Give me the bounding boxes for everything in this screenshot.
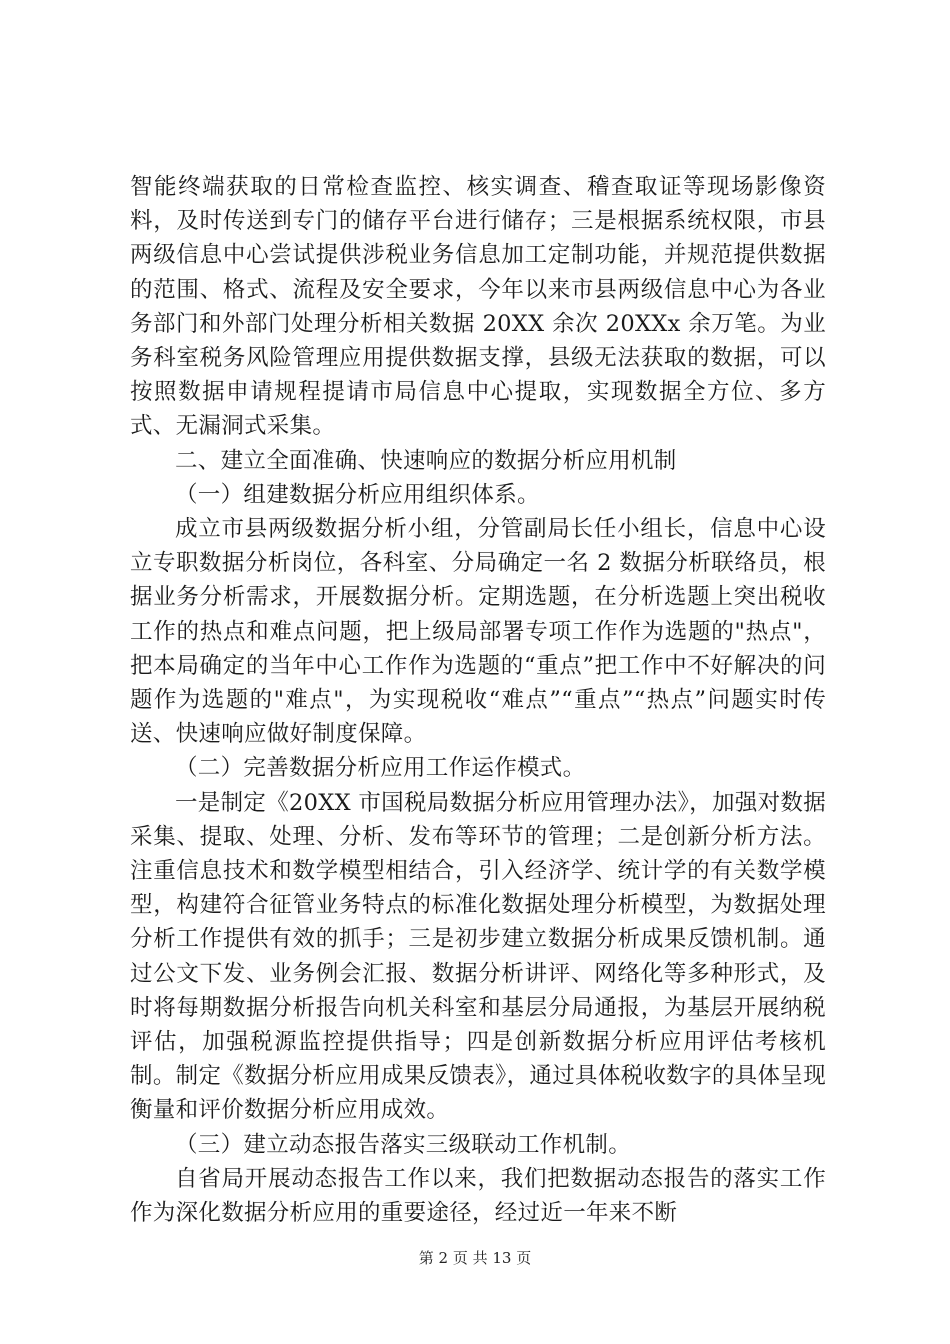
document-body (130, 170, 826, 1230)
subheading-2: （二）完善数据分析应用工作运作模式。 (175, 755, 586, 782)
paragraph-operation-mode: 一是制定《20XX 市国税局数据分析应用管理办法》，加强对数据采集、提取、处理、分析、发布等环节的管理；二是创新分析方法。注重信息技术和数学模型相结合，引入经济学、统计学的有关数学模型，构建符合征管业务特点的标准化数据处理分析模型，为数据处理分析工作提供有效的抓手；三是初步建立数据分析成果反馈机制。通过公文下发、业务例会汇报、数据分析讲评、网络化等多种形式，及时将每期数据分析报告向机关科室和基层分局通报，为基层开展纳税评估，加强税源监控提供指导；四是创新数据分析应用评估考核机制。制定《数据分析应用成果反馈表》，通过具体税收数字的具体呈现衡量和评价数据分析应用成效。 (130, 789, 826, 1124)
page-footer: 第 2 页 共 13 页 (418, 1249, 532, 1267)
paragraph-dynamic-report: 自省局开展动态报告工作以来，我们把数据动态报告的落实工作作为深化数据分析应用的重要途径，经过近一年来不断 (130, 1165, 826, 1227)
section-heading-2: 二、建立全面准确、快速响应的数据分析应用机制 (175, 447, 677, 474)
paragraph-analysis-group: 成立市县两级数据分析小组，分管副局长任小组长，信息中心设立专职数据分析岗位，各科室、分局确定一名 2 数据分析联络员，根据业务分析需求，开展数据分析。定期选题，在分析选题上突出税收工作的热点和难点问题，把上级局部署专项工作作为选题的"热点"，把本局确定的当年中心工作作为选题的“重点”把工作中不好解决的问题作为选题的"难点"，为实现税收“难点”“重点”“热点”问题实时传送、快速响应做好制度保障。 (130, 516, 826, 748)
paragraph-continuation: 智能终端获取的日常检查监控、核实调查、稽查取证等现场影像资料，及时传送到专门的储存平台进行储存；三是根据系统权限，市县两级信息中心尝试提供涉税业务信息加工定制功能，并规范提供数据的范围、格式、流程及安全要求，今年以来市县两级信息中心为各业务部门和外部门处理分析相关数据 20XX 余次 20XXx 余万笔。为业务科室税务风险管理应用提供数据支撑，县级无法获取的数据，可以按照数据申请规程提请市局信息中心提取，实现数据全方位、多方式、无漏洞式采集。 (130, 174, 826, 440)
subheading-1: （一）组建数据分析应用组织体系。 (175, 481, 540, 508)
subheading-3: （三）建立动态报告落实三级联动工作机制。 (175, 1131, 632, 1158)
